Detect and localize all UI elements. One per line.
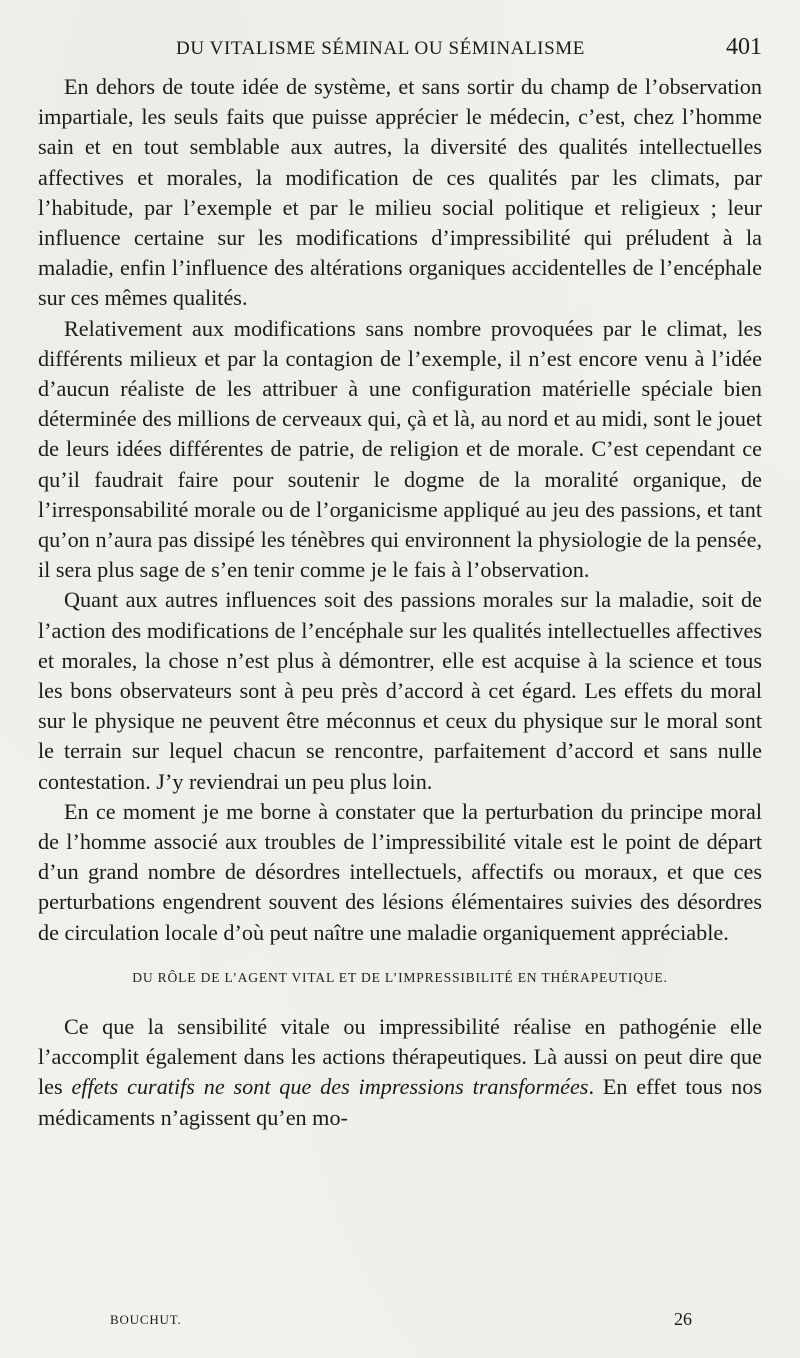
- signature-number: 26: [674, 1309, 692, 1329]
- final-paragraph-part1: Ce que la sensibilité vitale ou impressibilité réalise en pathogénie elle l’accomplit également dans les actions thérapeutiques. Là aussi on peut dire que les: [38, 1013, 762, 1100]
- final-paragraph: [38, 1012, 762, 1133]
- final-paragraph-part2: . En effet tous nos médicaments n’agissent qu’en mo-: [38, 1074, 762, 1130]
- body-text: [38, 72, 762, 948]
- paragraph-3: Quant aux autres influences soit des passions morales sur la maladie, soit de l’action des modifications de l’encéphale sur les qualités intellectuelles affectives et morales, la chose n’est plus à démontrer, elle est acquise à la science et tous les bons observateurs sont à peu près d’accord à cet égard. Les effets du moral sur le physique ne peuvent être méconnus et ceux du physique sur le moral sont le terrain sur lequel chacun se rencontre, parfaitement d’accord et sans nulle contestation. J’y reviendrai un peu plus loin.: [38, 587, 762, 794]
- final-paragraph-italic: effets curatifs ne sont que des impressions transformées: [71, 1074, 589, 1100]
- paragraph-4: En ce moment je me borne à constater que la perturbation du principe moral de l’homme associé aux troubles de l’impressibilité vitale est le point de départ d’un grand nombre de désordres intellectuels, affectifs ou moraux, et que ces perturbations engendrent souvent des lésions élémentaires suivies des désordres de circulation locale d’où peut naître une maladie organiquement appréciable.: [38, 798, 762, 945]
- page-header: [38, 34, 762, 64]
- paragraph-1: En dehors de toute idée de système, et sans sortir du champ de l’observation impartiale, les seuls faits que puisse apprécier le médecin, c’est, chez l’homme sain et en tout semblable aux autres, la diversité des qualités intellectuelles affectives et morales, la modification de ces qualités par les climats, par l’habitude, par l’exemple et par le milieu social politique et religieux ; leur influence certaine sur les modifications d’impressibilité qui préludent à la maladie, enfin l’influence des altérations organiques accidentelles de l’encéphale sur ces mêmes qualités.: [38, 74, 762, 311]
- page-footer: [110, 1309, 692, 1336]
- signature-author: BOUCHUT.: [110, 1312, 182, 1327]
- section-heading: DU RÔLE DE L’AGENT VITAL ET DE L’IMPRESSIBILITÉ EN THÉRAPEUTIQUE.: [132, 969, 668, 985]
- page-number: 401: [726, 34, 762, 60]
- paragraph-2: Relativement aux modifications sans nombre provoquées par le climat, les différents milieux et par la contagion de l’exemple, il n’est encore venu à l’idée d’aucun réaliste de les attribuer à une configuration matérielle spéciale bien déterminée des millions de cerveaux qui, çà et là, au nord et au midi, sont le jouet de leurs idées différentes de patrie, de religion et de morale. C’est cependant ce qu’il faudrait faire pour soutenir le dogme de la moralité organique, de l’irresponsabilité morale ou de l’organicisme appliqué au jeu des passions, et tant qu’on n’aura pas dissipé les ténèbres qui environnent la physiologie de la pensée, il sera plus sage de s’en tenir comme je le fais à l’observation.: [38, 315, 762, 583]
- running-title: DU VITALISME SÉMINAL OU SÉMINALISME: [176, 38, 585, 59]
